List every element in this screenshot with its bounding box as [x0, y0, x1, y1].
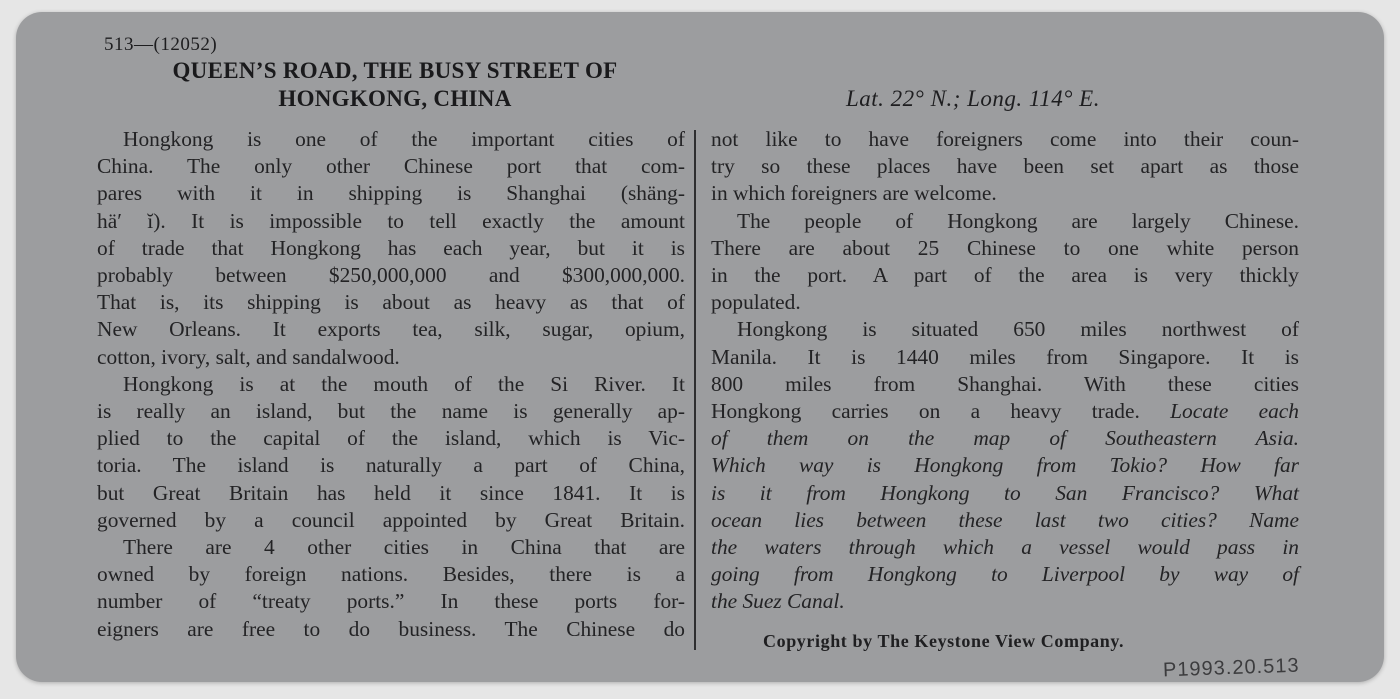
card-title [100, 57, 690, 113]
right-text-column [711, 126, 1299, 616]
question-line: of them on the map of Southeastern Asia. [711, 426, 1299, 451]
copyright-notice: Copyright by The Keystone View Company. [763, 631, 1125, 651]
coordinates: Lat. 22° N.; Long. 114° E. [846, 86, 1100, 111]
text-line: probably between $250,000,000 and $300,000,000. [97, 263, 685, 288]
text-line: try so these places have been set apart as those [711, 154, 1299, 179]
title-line-2: HONGKONG, CHINA [278, 86, 512, 111]
text-line: pares with it in shipping is Shanghai (shäng- [97, 181, 685, 206]
question-line: ocean lies between these last two cities? Name [711, 507, 1299, 532]
title-line-1: QUEEN’S ROAD, THE BUSY STREET OF [172, 58, 618, 83]
text-line: cotton, ivory, salt, and sandalwood. [97, 344, 400, 369]
text-line: Hongkong is one of the important cities of [123, 127, 685, 151]
column-divider [694, 130, 696, 650]
text-line: The people of Hongkong are largely Chinese. [737, 208, 1299, 233]
text-line: of trade that Hongkong has each year, but it is [97, 235, 685, 260]
left-text-column [97, 126, 685, 643]
accession-number: P1993.20.513 [1162, 654, 1300, 682]
text-line: There are about 25 Chinese to one white person [711, 235, 1299, 260]
text-line: number of “treaty ports.” In these ports for- [97, 589, 685, 614]
text-line: 800 miles from Shanghai. With these cities [711, 371, 1299, 396]
text-line: in the port. A part of the area is very thickly [711, 263, 1299, 288]
text-line: There are 4 other cities in China that are [123, 535, 685, 560]
text-line: but Great Britain has held it since 1841. It is [97, 480, 685, 505]
text-line: Hongkong is at the mouth of the Si River. It [123, 371, 685, 396]
text-segment: Hongkong carries on a heavy trade. [711, 399, 1140, 424]
text-line: is really an island, but the name is generally ap- [97, 399, 685, 424]
question-text: Locate each [1170, 399, 1299, 424]
question-line: going from Hongkong to Liverpool by way of [711, 562, 1299, 587]
text-line: New Orleans. It exports tea, silk, sugar, opium, [97, 317, 685, 342]
text-line: China. The only other Chinese port that com- [97, 154, 685, 179]
text-line: Hongkong is situated 650 miles northwest of [737, 317, 1299, 342]
question-line: the Suez Canal. [711, 589, 845, 614]
text-line: governed by a council appointed by Great Britain. [97, 507, 685, 532]
text-line: hä′ ĭ). It is impossible to tell exactly the amount [97, 208, 685, 233]
question-line: is it from Hongkong to San Francisco? What [711, 480, 1299, 505]
question-line: the waters through which a vessel would pass in [711, 535, 1299, 560]
text-line: eigners are free to do business. The Chinese do [97, 616, 685, 641]
text-line: populated. [711, 290, 801, 315]
text-line: toria. The island is naturally a part of China, [97, 453, 685, 478]
text-line: in which foreigners are welcome. [711, 181, 997, 206]
text-line: owned by foreign nations. Besides, there is a [97, 562, 685, 587]
text-line: Manila. It is 1440 miles from Singapore. It is [711, 344, 1299, 369]
text-line: not like to have foreigners come into their coun- [711, 127, 1299, 151]
question-line: Which way is Hongkong from Tokio? How far [711, 453, 1299, 478]
text-line: That is, its shipping is about as heavy as that of [97, 290, 685, 315]
text-line: plied to the capital of the island, which is Vic- [97, 426, 685, 451]
text-line-mixed [711, 398, 1299, 425]
catalog-number: 513—(12052) [104, 34, 218, 55]
